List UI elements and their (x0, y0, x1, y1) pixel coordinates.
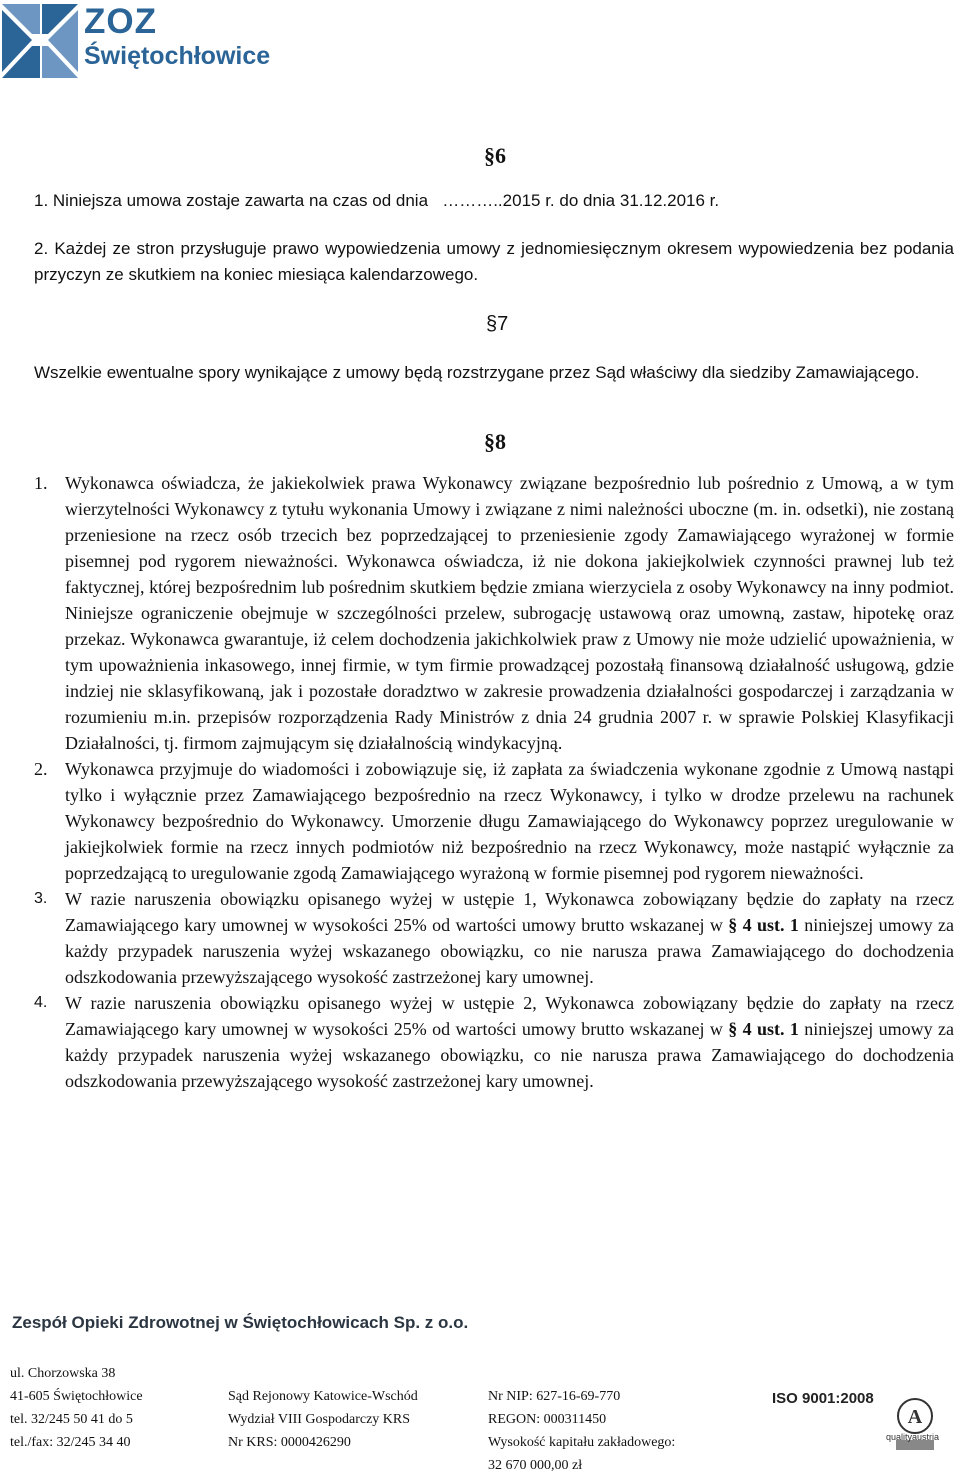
item-text: Wykonawca przyjmuje do wiadomości i zobowiązuje się, iż zapłata za świadczenia wykonane zgodnie z Umową nastąpi tylko i wyłącznie przez Zamawiającego bezpośrednio na rzecz Wykonawcy, i tylko w drodze przelewu na rachunek Wykonawcy bezpośrednio do Wykonawcy. Umorzenie długu Zamawiającego do Wykonawcy poprzez uregulowanie w jakiejkolwiek formie na rzecz innych podmiotów niż bezpośrednio na rzecz Wykonawcy, może nastąpić wyłącznie za poprzedzającą to uregulowanie zgodą Zamawiającego wyrażoną w formie pisemnej pod rygorem nieważności. (65, 759, 954, 883)
footer-court (228, 1385, 418, 1454)
item-text: Wykonawca oświadcza, że jakiekolwiek prawa Wykonawcy związane bezpośrednio lub pośrednio z Umową, a w tym wierzytelności Wykonawcy z tytułu wykonania Umowy i związane z nimi należności uboczne (m. in. odsetki), nie zostaną przeniesione na rzecz osób trzecich bez poprzedzającej to przeniesienie zgody Zamawiającego wyrażonej w formie pisemnej pod rygorem nieważności. Wykonawca oświadcza, iż nie dokona jakiejkolwiek czynności prawnej lub też faktycznej, której bezpośrednim lub pośrednim skutkiem będzie zmiana wierzyciela z osoby Wykonawcy na inny podmiot. Niniejsze ograniczenie obejmuje w szczególności przelew, subrogację ustawową oraz umowną, zastaw, hipotekę oraz przekaz. Wykonawca gwarantuje, iż celem dochodzenia jakichkolwiek praw z Umowy nie może udzielić upoważnienia, w tym upoważnienia inkasowego, innej firmie, w tym firmie prowadzącej pozostałą finansową działalność usługową, gdzie indziej nie sklasyfikowaną, jak i pozostałe doradztwo w zakresie prowadzenia działalności gospodarczej i zarządzania w rozumieniu m.in. przepisów rozporządzenia Rady Ministrów z dnia 24 grudnia 2007 r. w sprawie Polskiej Klasyfikacji Działalności, tj. firmom zajmującym się działalnością windykacyjną. (65, 473, 954, 753)
footer-line: ul. Chorzowska 38 (10, 1366, 116, 1381)
section-6-para-1: 1. Niniejsza umowa zostaje zawarta na czas od dnia ………..2015 r. do dnia 31.12.2016 r. (34, 191, 720, 210)
iso-certification: ISO 9001:2008 (772, 1390, 874, 1407)
footer-company-name: Zespół Opieki Zdrowotnej w Świętochłowicach Sp. z o.o. (12, 1313, 469, 1332)
item-number: 1. (34, 473, 48, 493)
footer-line: Wydział VIII Gospodarczy KRS (228, 1412, 411, 1427)
footer-line: Sąd Rejonowy Katowice-Wschód (228, 1389, 418, 1404)
list-item (34, 990, 954, 1094)
footer-line: REGON: 000311450 (488, 1412, 607, 1427)
logo-subtitle: Świętochłowice (84, 42, 271, 70)
quality-austria-label: qualityaustria (886, 1432, 940, 1442)
item-number: 4. (34, 994, 48, 1011)
item-reference: § 4 ust. 1 (728, 915, 799, 935)
item-text: W razie naruszenia obowiązku opisanego wyżej w ustępie 2, Wykonawca zobowiązany będzie do zapłaty na rzecz Zamawiającego kary umownej w wysokości 25% od wartości umowy brutto wskazanej w (65, 993, 954, 1039)
list-item (34, 886, 954, 990)
item-number: 3. (34, 890, 48, 907)
item-text-cont: niniejszej umowy za każdy przypadek naruszenia wyżej wskazanego obowiązku, co nie narusza prawa Zamawiającego do dochodzenia odszkodowania przewyższającego wysokość zastrzeżonej kary umownej. (65, 1019, 954, 1091)
footer-line: 41-605 Świętochłowice (10, 1389, 143, 1404)
section-7-heading: §7 (486, 313, 509, 335)
section-6-para-2: 2. Każdej ze stron przysługuje prawo wypowiedzenia umowy z jednomiesięcznym okresem wypowiedzenia bez podania przyczyn ze skutkiem na koniec miesiąca kalendarzowego. (34, 239, 954, 284)
footer-line: tel./fax: 32/245 34 40 (10, 1435, 131, 1450)
section-8-list (34, 470, 954, 1094)
svg-text:A: A (907, 1406, 923, 1428)
certification-badge-icon (890, 1396, 940, 1456)
logo-title: ZOZ (84, 2, 157, 41)
item-text: W razie naruszenia obowiązku opisanego wyżej w ustępie 1, Wykonawca zobowiązany będzie do zapłaty na rzecz Zamawiającego kary umownej w wysokości 25% od wartości umowy brutto wskazanej w (65, 889, 954, 935)
list-item (34, 756, 954, 886)
item-text-cont: niniejszej umowy za każdy przypadek naruszenia wyżej wskazanego obowiązku, co nie narusza prawa Zamawiającego do dochodzenia odszkodowania przewyższającego wysokość zastrzeżonej kary umownej. (65, 915, 954, 987)
item-reference: § 4 ust. 1 (728, 1019, 799, 1039)
section-8-heading: §8 (484, 429, 506, 454)
item-number: 2. (34, 759, 48, 779)
footer-line: Nr NIP: 627-16-69-770 (488, 1389, 621, 1404)
footer-line: 32 670 000,00 zł (488, 1458, 583, 1473)
footer-registry (488, 1385, 675, 1477)
section-7-para: Wszelkie ewentualne spory wynikające z umowy będą rozstrzygane przez Sąd właściwy dla siedziby Zamawiającego. (34, 363, 920, 382)
footer-line: Wysokość kapitału zakładowego: (488, 1435, 676, 1450)
footer-address (10, 1362, 143, 1454)
zoz-logo-icon (2, 4, 78, 78)
list-item (34, 470, 954, 756)
footer-line: Nr KRS: 0000426290 (228, 1435, 351, 1450)
section-6-heading: §6 (484, 143, 506, 168)
footer-line: tel. 32/245 50 41 do 5 (10, 1412, 133, 1427)
